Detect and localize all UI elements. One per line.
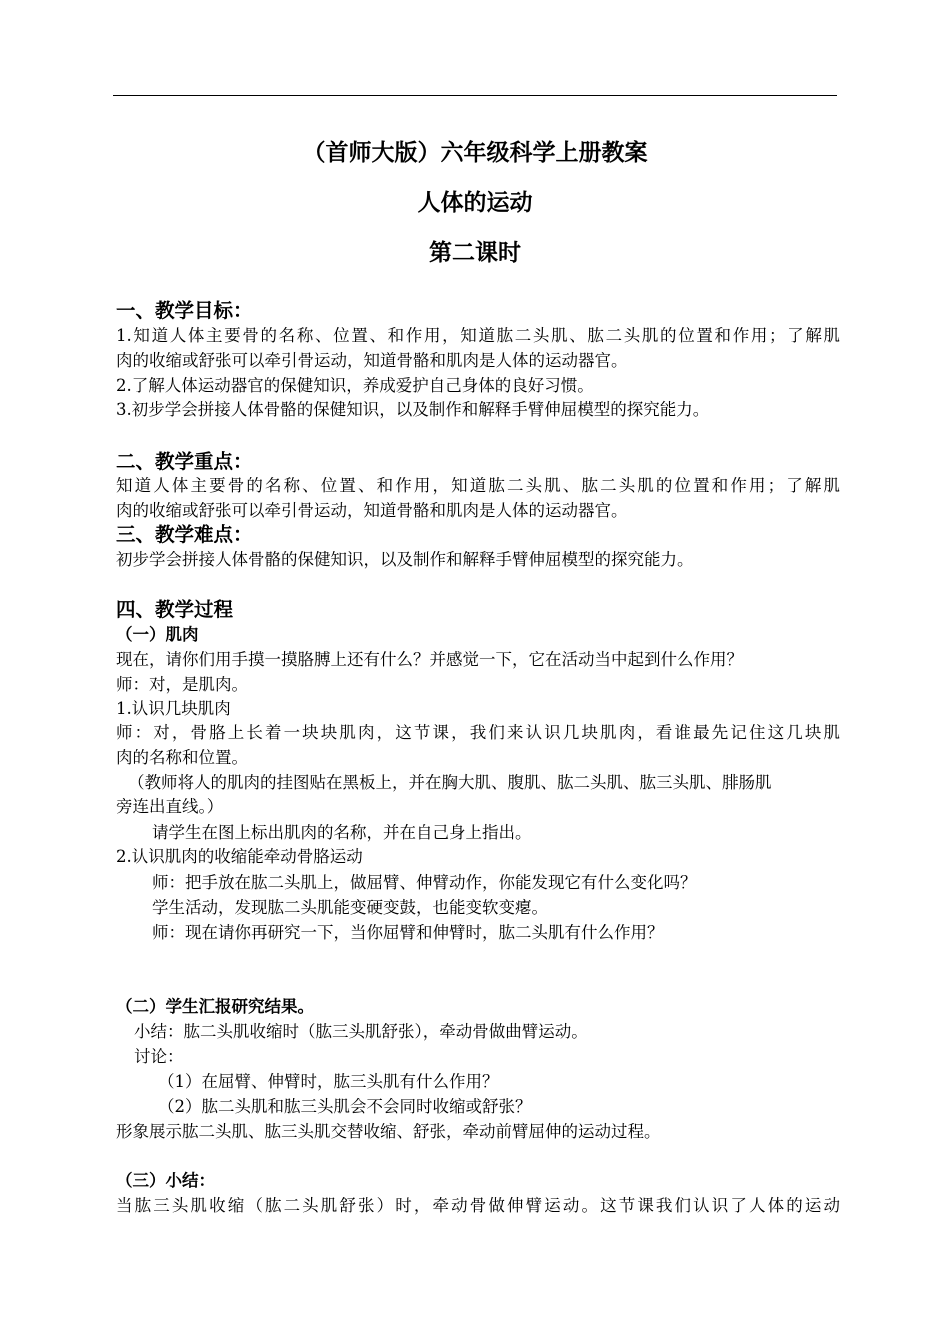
part1-line: 学生活动，发现肱二头肌能变硬变鼓，也能变软变瘪。: [152, 898, 548, 917]
part1-line: 师：把手放在肱二头肌上，做屈臂、伸臂动作，你能发现它有什么变化吗？: [152, 873, 697, 892]
part1-line: 旁连出直线。）: [116, 797, 224, 816]
part2-line: 形象展示肱二头肌、肱三头肌交替收缩、舒张，牵动前臂屈伸的运动过程。: [116, 1122, 661, 1141]
part1-line: 师：现在请你再研究一下，当你屈臂和伸臂时，肱二头肌有什么作用？: [152, 923, 664, 942]
part1-line: 请学生在图上标出肌肉的名称，并在自己身上指出。: [152, 823, 532, 842]
document-title: （首师大版）六年级科学上册教案: [302, 140, 648, 166]
part1-line: 1.认识几块肌肉: [116, 699, 231, 718]
goal-item-1-line-1: 1.知道人体主要骨的名称、位置、和作用，知道肱二头肌、肱二头肌的位置和作用；了解肌: [116, 326, 840, 345]
difficulties-heading: 三、教学难点：: [116, 523, 253, 546]
part1-heading: （一）肌肉: [116, 625, 199, 644]
part2-line: （2）肱二头肌和肱三头肌会不会同时收缩或舒张？: [158, 1097, 532, 1116]
keypoints-line-2: 肉的收缩或舒张可以牵引骨运动，知道骨骼和肌肉是人体的运动器官。: [116, 501, 628, 520]
lesson-title: 人体的运动: [417, 190, 533, 216]
part1-line: 师：对，是肌肉。: [116, 675, 248, 694]
keypoints-heading: 二、教学重点：: [116, 450, 253, 473]
period-title: 第二课时: [429, 240, 521, 266]
goal-item-2: 2.了解人体运动器官的保健知识，养成爱护自己身体的良好习惯。: [116, 376, 594, 395]
part3-heading: （三）小结：: [116, 1171, 215, 1190]
goal-item-3: 3.初步学会拼接人体骨骼的保健知识，以及制作和解释手臂伸屈模型的探究能力。: [116, 400, 710, 419]
goals-heading: 一、教学目标：: [116, 299, 253, 322]
process-heading: 四、教学过程: [116, 598, 234, 621]
part2-heading: （二）学生汇报研究结果。: [116, 997, 314, 1016]
part1-line: 师：对，骨胳上长着一块块肌肉，这节课，我们来认识几块肌肉，看谁最先记住这几块肌: [116, 723, 840, 742]
part2-line: 小结：肱二头肌收缩时（肱三头肌舒张），牵动骨做曲臂运动。: [134, 1022, 588, 1041]
header-rule: [113, 95, 837, 96]
part2-line: （1）在屈臂、伸臂时，肱三头肌有什么作用？: [158, 1072, 499, 1091]
part2-line: 讨论：: [134, 1047, 184, 1066]
goal-item-1-line-2: 肉的收缩或舒张可以牵引骨运动，知道骨骼和肌肉是人体的运动器官。: [116, 351, 628, 370]
part1-line: 2.认识肌肉的收缩能牵动骨胳运动: [116, 847, 363, 866]
keypoints-line-1: 知道人体主要骨的名称、位置、和作用，知道肱二头肌、肱二头肌的位置和作用；了解肌: [116, 476, 840, 495]
difficulties-line-1: 初步学会拼接人体骨骼的保健知识，以及制作和解释手臂伸屈模型的探究能力。: [116, 550, 694, 569]
part1-line: 现在，请你们用手摸一摸胳膊上还有什么？并感觉一下，它在活动当中起到什么作用？: [116, 650, 743, 669]
part1-line: 肉的名称和位置。: [116, 748, 248, 767]
part3-line: 当肱三头肌收缩（肱二头肌舒张）时，牵动骨做伸臂运动。这节课我们认识了人体的运动: [116, 1196, 840, 1215]
part1-line: （教师将人的肌肉的挂图贴在黑板上，并在胸大肌、腹肌、肱二头肌、肱三头肌、腓肠肌: [128, 773, 772, 792]
